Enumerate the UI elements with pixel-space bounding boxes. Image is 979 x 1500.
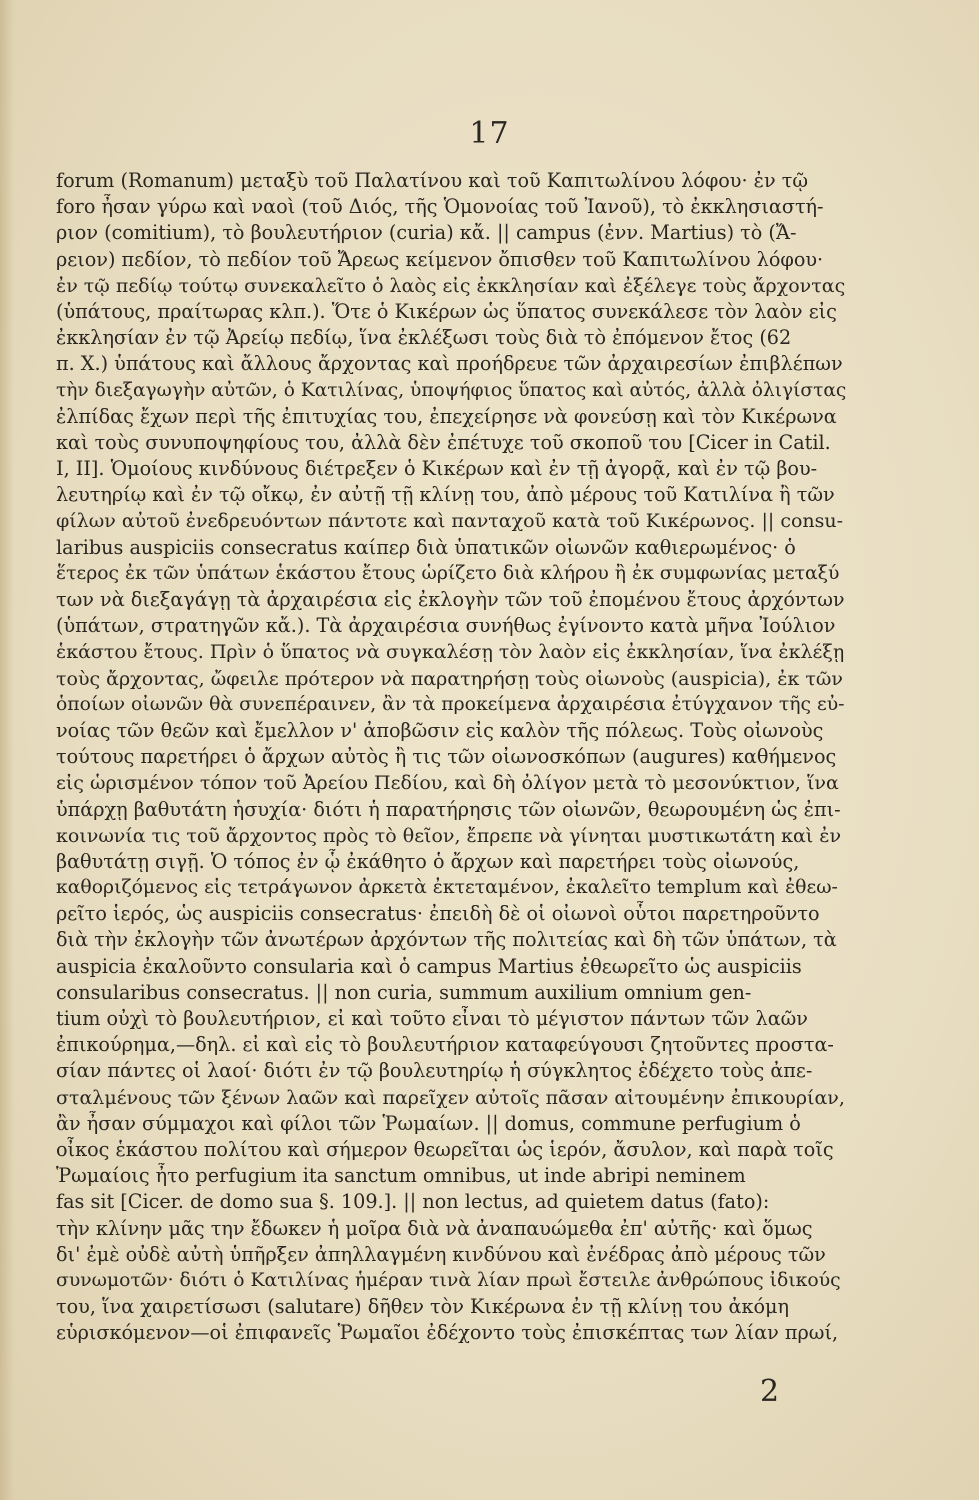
text-line: fas sit [Cicer. de domo sua §. 109.]. || non lectus, ad quietem datus (fato):	[56, 1190, 770, 1214]
text-line: (ὑπάτους, πραίτωρας κλπ.). Ὅτε ὁ Κικέρων ὡς ὕπατος συνεκάλεσε τὸν λαὸν εἰς	[56, 299, 837, 323]
text-line: συνωμοτῶν· διότι ὁ Κατιλίνας ἡμέραν τινὰ λίαν πρωὶ ἔστειλε ἀνθρώπους ἰδικούς	[56, 1269, 841, 1291]
text-line: βαθυτάτῃ σιγῇ. Ὁ τόπος ἐν ᾧ ἐκάθητο ὁ ἄρχων καὶ παρετήρει τοὺς οἰωνούς,	[56, 849, 800, 873]
text-line: ἕτερος ἐκ τῶν ὑπάτων ἑκάστου ἔτους ὡρίζετο διὰ κλήρου ἢ ἐκ συμφωνίας μεταξύ	[56, 562, 840, 584]
text-line: του, ἵνα χαιρετίσωσι (salutare) δῆθεν τὸν Κικέρωνα ἐν τῇ κλίνῃ του ἀκόμη	[56, 1295, 790, 1319]
text-line: tium οὐχὶ τὸ βουλευτήριον, εἰ καὶ τοῦτο εἶναι τὸ μέγιστον πάντων τῶν λαῶν	[56, 1007, 808, 1030]
text-line: διὰ τὴν ἐκλογὴν τῶν ἀνωτέρων ἀρχόντων τῆς πολιτείας καὶ δὴ τῶν ὑπάτων, τὰ	[56, 928, 837, 952]
text-line: ὑπάρχῃ βαθυτάτη ἡσυχία· διότι ἡ παρατήρησις τῶν οἰωνῶν, θεωρουμένη ὡς ἐπι-	[56, 797, 841, 821]
text-line: ρεῖτο ἱερός, ὡς auspiciis consecratus· ἐπειδὴ δὲ οἱ οἰωνοὶ οὗτοι παρετηροῦντο	[56, 902, 820, 926]
text-line: τὴν κλίνην μᾶς την ἔδωκεν ἡ μοῖρα διὰ νὰ ἀναπαυώμεθα ἐπ' αὐτῆς· καὶ ὅμως	[56, 1216, 813, 1240]
text-line: εὑρισκόμενον—οἱ ἐπιφανεῖς Ῥωμαῖοι ἐδέχοντο τοὺς ἐπισκέπτας των λίαν πρωί,	[56, 1321, 839, 1345]
text-line: νοίας τῶν θεῶν καὶ ἔμελλον ν' ἀποβῶσιν εἰς καλὸν τῆς πόλεως. Τοὺς οἰωνοὺς	[56, 718, 824, 742]
text-line: δι' ἐμὲ οὐδὲ αὐτὴ ὑπῆρξεν ἀπηλλαγμένη κινδύνου καὶ ἐνέδρας ἀπὸ μέρους τῶν	[56, 1242, 826, 1266]
page-edge-shadow	[0, 0, 14, 1500]
text-line: I, II]. Ὁμοίους κινδύνους διέτρεξεν ὁ Κικέρων καὶ ἐν τῇ ἀγορᾷ, καὶ ἐν τῷ βου-	[56, 457, 818, 481]
text-line: ἐπικούρημα,—δηλ. εἰ καὶ εἰς τὸ βουλευτήριον καταφεύγουσι ζητοῦντες προστα-	[56, 1033, 834, 1057]
text-line: π. Χ.) ὑπάτους καὶ ἄλλους ἄρχοντας καὶ προήδρευε τῶν ἀρχαιρεσίων ἐπιβλέπων	[56, 352, 843, 376]
text-line: οἶκος ἑκάστου πολίτου καὶ σήμερον θεωρεῖται ὡς ἱερόν, ἄσυλον, καὶ παρὰ τοῖς	[56, 1137, 834, 1161]
text-line: ἐν τῷ πεδίῳ τούτῳ συνεκαλεῖτο ὁ λαὸς εἰς ἐκκλησίαν καὶ ἐξέλεγε τοὺς ἄρχοντας	[56, 274, 846, 297]
text-line: ὁποίων οἰωνῶν θὰ συνεπέραινεν, ἂν τὰ προκείμενα ἀρχαιρέσια ἐτύγχανον τῆς εὐ-	[56, 693, 845, 715]
text-line: consularibus consecratus. || non curia, summum auxilium omnium gen-	[56, 980, 752, 1004]
text-line: ριον (comitium), τὸ βουλευτήριον (curia) κἄ. || campus (ἐνν. Martius) τὸ (Ἄ-	[56, 221, 797, 245]
text-line: auspicia ἐκαλοῦντο consularia καὶ ὁ campus Martius ἐθεωρεῖτο ὡς auspiciis	[56, 954, 802, 978]
text-line: Ῥωμαίοις ἦτο perfugium ita sanctum omnibus, ut inde abripi neminem	[56, 1164, 746, 1188]
text-line: (ὑπάτων, στρατηγῶν κἄ.). Τὰ ἀρχαιρέσια συνήθως ἐγίνοντο κατὰ μῆνα Ἰούλιον	[56, 614, 836, 638]
text-line: τὴν διεξαγωγὴν αὐτῶν, ὁ Κατιλίνας, ὑποψήφιος ὕπατος καὶ αὐτός, ἀλλὰ ὀλιγίστας	[56, 379, 846, 401]
text-line: καὶ τοὺς συνυποψηφίους του, ἀλλὰ δὲν ἐπέτυχε τοῦ σκοποῦ του [Cicer in Catil.	[56, 430, 831, 454]
signature-mark: 2	[760, 1374, 780, 1409]
text-line: laribus auspiciis consecratus καίπερ διὰ ὑπατικῶν οἰωνῶν καθιερωμένος· ὁ	[56, 535, 796, 559]
text-line: foro ἦσαν γύρω καὶ ναοὶ (τοῦ Διός, τῆς Ὁμονοίας τοῦ Ἰανοῦ), τὸ ἐκκλησιαστή-	[56, 195, 824, 219]
text-line: τούτους παρετήρει ὁ ἄρχων αὐτὸς ἢ τις τῶν οἰωνοσκόπων (augures) καθήμενος	[56, 745, 837, 769]
page-number: 17	[469, 116, 510, 151]
text-line: ἐλπίδας ἔχων περὶ τῆς ἐπιτυχίας του, ἐπεχείρησε νὰ φονεύσῃ καὶ τὸν Κικέρωνα	[56, 404, 837, 428]
text-line: ἑκάστου ἔτους. Πρὶν ὁ ὕπατος νὰ συγκαλέσῃ τὸν λαὸν εἰς ἐκκλησίαν, ἵνα ἐκλέξῃ	[56, 641, 845, 664]
text-line: σταλμένους τῶν ξένων λαῶν καὶ παρεῖχεν αὐτοῖς πᾶσαν αἰτουμένην ἐπικουρίαν,	[56, 1086, 845, 1109]
text-line: των νὰ διεξαγάγῃ τὰ ἀρχαιρέσια εἰς ἐκλογὴν τῶν τοῦ ἐπομένου ἔτους ἀρχόντων	[56, 588, 845, 611]
text-line: ἂν ἦσαν σύμμαχοι καὶ φίλοι τῶν Ῥωμαίων. || domus, commune perfugium ὁ	[56, 1111, 801, 1135]
text-line: λευτηρίῳ καὶ ἐν τῷ οἴκῳ, ἐν αὐτῇ τῇ κλίνῃ του, ἀπὸ μέρους τοῦ Κατιλίνα ἢ τῶν	[56, 483, 835, 507]
text-line: ἐκκλησίαν ἐν τῷ Ἀρείῳ πεδίῳ, ἵνα ἐκλέξωσι τοὺς διὰ τὸ ἐπόμενον ἔτος (62	[56, 326, 792, 350]
text-line: σίαν πάντες οἱ λαοί· διότι ἐν τῷ βουλευτηρίῳ ἡ σύγκλητος ἐδέχετο τοὺς ἀπε-	[56, 1059, 813, 1083]
text-line: καθοριζόμενος εἰς τετράγωνον ἀρκετὰ ἐκτεταμένον, ἐκαλεῖτο templum καὶ ἐθεω-	[56, 877, 838, 899]
commentary-text	[56, 168, 846, 1373]
text-line: forum (Romanum) μεταξὺ τοῦ Παλατίνου καὶ τοῦ Καπιτωλίνου λόφου· ἐν τῷ	[56, 169, 808, 192]
text-line: κοινωνία τις τοῦ ἄρχοντος πρὸς τὸ θεῖον, ἔπρεπε νὰ γίνηται μυστικωτάτη καὶ ἐν	[56, 824, 842, 847]
text-line: εἰς ὡρισμένον τόπον τοῦ Ἀρείου Πεδίου, καὶ δὴ ὀλίγον μετὰ τὸ μεσονύκτιον, ἵνα	[56, 772, 839, 795]
text-line: τοὺς ἄρχοντας, ὤφειλε πρότερον νὰ παρατηρήσῃ τοὺς οἰωνοὺς (auspicia), ἐκ τῶν	[56, 667, 843, 690]
text-line: ρειον) πεδίον, τὸ πεδίον τοῦ Ἄρεως κείμενον ὄπισθεν τοῦ Καπιτωλίνου λόφου·	[56, 247, 824, 271]
text-line: φίλων αὐτοῦ ἐνεδρευόντων πάντοτε καὶ πανταχοῦ κατὰ τοῦ Κικέρωνος. || consu-	[56, 510, 844, 533]
text-line	[56, 1346, 846, 1372]
